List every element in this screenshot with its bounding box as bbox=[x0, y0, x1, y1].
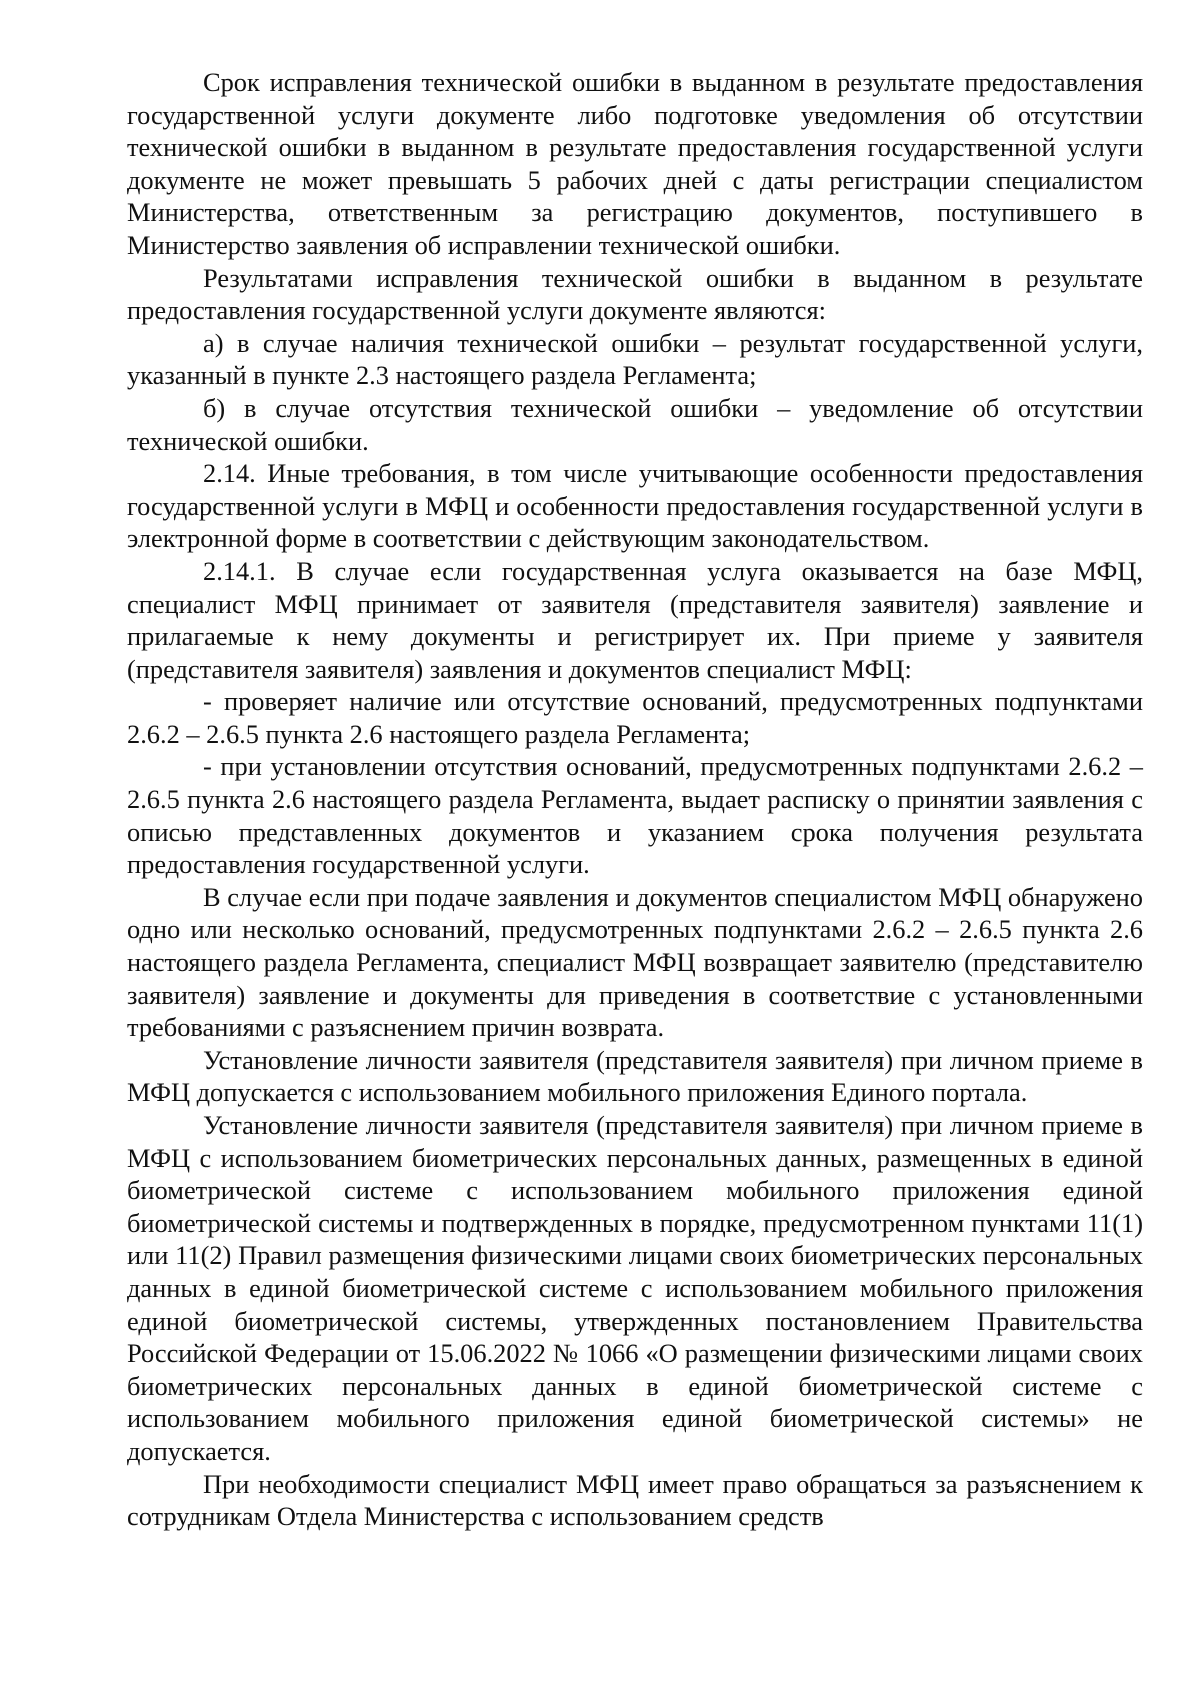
paragraph-correction-results: Результатами исправления технической ошибки в выданном в результате предоставления государственной услуги документе являются: bbox=[127, 262, 1143, 326]
paragraph-section-2-14-1: 2.14.1. В случае если государственная услуга оказывается на базе МФЦ, специалист МФЦ принимает от заявителя (представителя заявителя) заявление и прилагаемые к нему документы и регистрирует их. При приеме у заявителя (представителя заявителя) заявления и документов специалист МФЦ: bbox=[127, 555, 1143, 684]
paragraph-item-a: а) в случае наличия технической ошибки – результат государственной услуги, указанный в пункте 2.3 настоящего раздела Регламента; bbox=[127, 327, 1143, 391]
paragraph-bullet-check: - проверяет наличие или отсутствие оснований, предусмотренных подпунктами 2.6.2 – 2.6.5 пункта 2.6 настоящего раздела Регламента; bbox=[127, 686, 1143, 749]
paragraph-clarification: При необходимости специалист МФЦ имеет право обращаться за разъяснением к сотрудникам Отдела Министерства с использованием средств bbox=[127, 1468, 1143, 1532]
paragraph-identity-mobile-app: Установление личности заявителя (представителя заявителя) при личном приеме в МФЦ допускается с использованием мобильного приложения Единого портала. bbox=[127, 1044, 1143, 1108]
document-page bbox=[127, 66, 1143, 1533]
paragraph-item-b: б) в случае отсутствия технической ошибки – уведомление об отсутствии технической ошибки. bbox=[127, 392, 1143, 456]
paragraph-section-2-14: 2.14. Иные требования, в том числе учитывающие особенности предоставления государственной услуги в МФЦ и особенности предоставления государственной услуги в электронной форме в соответствии с действующим законодательством. bbox=[127, 458, 1143, 554]
paragraph-bullet-receipt: - при установлении отсутствия оснований, предусмотренных подпунктами 2.6.2 – 2.6.5 пункта 2.6 настоящего раздела Регламента, выдает расписку о принятии заявления с описью представленных документов и указанием срока получения результата предоставления государственной услуги. bbox=[127, 751, 1143, 880]
paragraph-return-documents: В случае если при подаче заявления и документов специалистом МФЦ обнаружено одно или несколько оснований, предусмотренных подпунктами 2.6.2 – 2.6.5 пункта 2.6 настоящего раздела Регламента, специалист МФЦ возвращает заявителю (представителю заявителя) заявление и документы для приведения в соответствие с установленными требованиями с разъяснением причин возврата. bbox=[127, 881, 1143, 1043]
paragraph-identity-biometric: Установление личности заявителя (представителя заявителя) при личном приеме в МФЦ с использованием биометрических персональных данных, размещенных в единой биометрической системе с использованием мобильного приложения единой биометрической системы и подтвержденных в порядке, предусмотренном пунктами 11(1) или 11(2) Правил размещения физическими лицами своих биометрических персональных данных в единой биометрической системе с использованием мобильного приложения единой биометрической системы, утвержденных постановлением Правительства Российской Федерации от 15.06.2022 № 1066 «О размещении физическими лицами своих биометрических персональных данных в единой биометрической системе с использованием мобильного приложения единой биометрической системы» не допускается. bbox=[127, 1110, 1143, 1466]
paragraph-correction-deadline: Срок исправления технической ошибки в выданном в результате предоставления государственной услуги документе либо подготовке уведомления об отсутствии технической ошибки в выданном в результате предоставления государственной услуги документе не может превышать 5 рабочих дней с даты регистрации специалистом Министерства, ответственным за регистрацию документов, поступившего в Министерство заявления об исправлении технической ошибки. bbox=[127, 67, 1143, 260]
